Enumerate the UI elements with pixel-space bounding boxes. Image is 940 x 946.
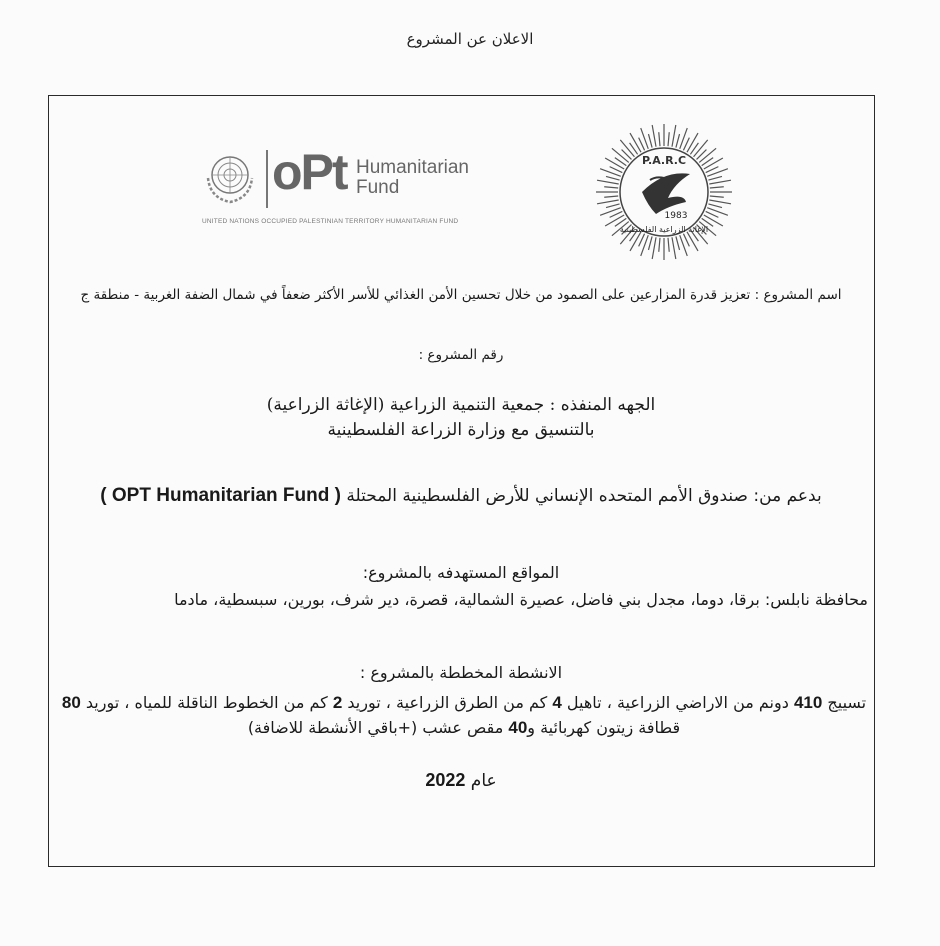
year-label: عام	[465, 771, 497, 791]
project-number: رقم المشروع :	[418, 347, 504, 363]
un-emblem-icon	[200, 148, 260, 208]
parc-letters: P.A.R.C	[641, 154, 687, 167]
activities-number: 4	[552, 693, 562, 712]
parc-logo	[594, 122, 734, 262]
announcement-frame	[48, 95, 875, 867]
page-heading: الاعلان عن المشروع	[406, 30, 534, 48]
year-value: 2022	[425, 770, 466, 790]
activities-number: 80	[61, 693, 81, 712]
activities-text: تسييج	[822, 693, 867, 712]
ocha-logo-subtitle: UNITED NATIONS OCCUPIED PALESTINIAN TERRITORY HUMANITARIAN FUND	[202, 218, 459, 225]
activities-text: مقص عشب (+باقي الأنشطة للاضافة)	[247, 718, 509, 737]
ocha-logo-fund: Fund	[356, 177, 400, 198]
activities-body	[60, 690, 868, 740]
activities-text: قطافة زيتون كهربائية و	[527, 718, 681, 737]
funding-arabic: بدعم من: صندوق الأمم المتحده الإنساني للأرض الفلسطينية المحتلة	[346, 486, 822, 506]
frame-corner-mark	[48, 95, 49, 119]
parc-year: 1983	[664, 211, 688, 221]
ocha-logo-opt: oPt	[272, 144, 347, 200]
year-line	[52, 770, 870, 791]
funding-latin: ( OPT Humanitarian Fund )	[100, 485, 341, 506]
parc-arabic-name: الإغاثة الزراعية الفلسطينية	[619, 225, 709, 234]
activities-text: كم من الخطوط الناقلة للمياه ، توريد	[80, 693, 333, 712]
project-name: اسم المشروع : تعزيز قدرة المزارعين على الصمود من خلال تحسين الأمن الغذائي للأسر الأكثر ضعفاً في شمال الضفة الغربية - منطقة ج	[80, 287, 842, 303]
activities-number: 2	[332, 693, 343, 712]
funding-statement	[52, 482, 870, 510]
activities-text: كم من الطرق الزراعية ، توريد	[342, 693, 553, 712]
implementer	[52, 393, 870, 443]
ocha-logo-humanitarian: Humanitarian	[356, 157, 469, 178]
activities-number: 40	[508, 718, 528, 737]
ocha-logo-divider	[266, 150, 268, 208]
activities-text: دونم من الاراضي الزراعية ، تاهيل	[561, 693, 794, 712]
locations-title: المواقع المستهدفه بالمشروع:	[362, 563, 560, 582]
activities-number: 410	[793, 693, 823, 712]
ocha-logo-text	[356, 158, 469, 198]
implementer-line-2: بالتنسيق مع وزارة الزراعة الفلسطينية	[327, 420, 595, 440]
implementer-line-1: الجهه المنفذه : جمعية التنمية الزراعية (الإغاثة الزراعية)	[266, 395, 656, 415]
locations-body: محافظة نابلس: برقا، دوما، مجدل بني فاضل، عصيرة الشمالية، قصرة، دير شرف، بورين، سبسطية، مادما	[174, 590, 868, 609]
activities-title: الانشطة المخططة بالمشروع :	[359, 663, 563, 682]
